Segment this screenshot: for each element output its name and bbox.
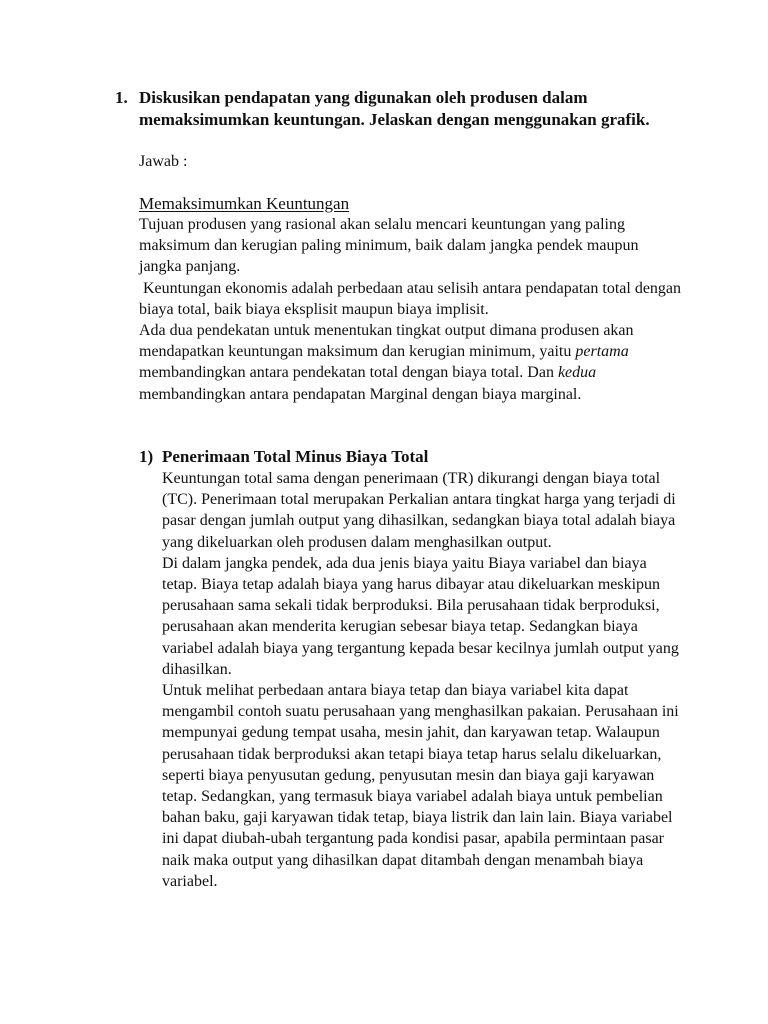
pertama-emphasis: pertama <box>575 343 629 361</box>
intro-paragraph-3 <box>139 320 684 405</box>
kedua-emphasis: kedua <box>557 364 597 382</box>
intro-paragraph-1: Tujuan produsen yang rasional akan selalu mencari keuntungan yang paling maksimum dan kerugian paling minimum, baik dalam jangka pendek maupun jangka panjang. <box>139 216 639 276</box>
intro-paragraph-3-part-c: membandingkan antara pendapatan Marginal dengan biaya marginal. <box>139 385 582 403</box>
intro-text <box>139 214 684 405</box>
intro-paragraph-3-part-a: Ada dua pendekatan untuk menentukan tingkat output dimana produsen akan mendapatkan keuntungan maksimum dan kerugian minimum, yaitu <box>139 322 634 361</box>
subsection-title: Penerimaan Total Minus Biaya Total <box>162 447 429 466</box>
intro-paragraph-3-part-b: membandingkan antara pendekatan total dengan biaya total. Dan <box>139 364 558 382</box>
section-title: Memaksimumkan Keuntungan <box>139 194 350 213</box>
question-text: Diskusikan pendapatan yang digunakan oleh produsen dalam memaksimumkan keuntungan. Jelaskan dengan menggunakan grafik. <box>139 88 650 129</box>
subsection-number: 1) <box>139 447 154 466</box>
subsection-body <box>162 468 682 892</box>
question-number: 1. <box>115 88 128 107</box>
body-paragraph-1: Keuntungan total sama dengan penerimaan (TR) dikurangi dengan biaya total (TC). Penerimaan total merupakan Perkalian antara tingkat harga yang terjadi di pasar dengan jumlah output yang dihasilkan, sedangkan biaya total adalah biaya yang dikeluarkan oleh produsen dalam menghasilkan output. <box>162 470 676 551</box>
intro-paragraph-2: Keuntungan ekonomis adalah perbedaan atau selisih antara pendapatan total dengan biaya total, baik biaya eksplisit maupun biaya implisit. <box>139 279 686 318</box>
answer-label: Jawab : <box>139 153 188 170</box>
body-paragraph-2: Di dalam jangka pendek, ada dua jenis biaya yaitu Biaya variabel dan biaya tetap. Biaya tetap adalah biaya yang harus dibayar atau dikeluarkan meskipun perusahaan sama sekali tidak berproduksi. Bila perusahaan tidak berproduksi, perusahaan akan menderita kerugian sebesar biaya tetap. Sedangkan biaya variabel adalah biaya yang tergantung kepada besar kecilnya jumlah output yang dihasilkan. <box>162 554 679 678</box>
body-paragraph-3: Untuk melihat perbedaan antara biaya tetap dan biaya variabel kita dapat mengambil contoh suatu perusahaan yang menghasilkan pakaian. Perusahaan ini mempunyai gedung tempat usaha, mesin jahit, dan karyawan tetap. Walaupun perusahaan tidak berproduksi akan tetapi biaya tetap harus selalu dikeluarkan, seperti biaya penyusutan gedung, penyusutan mesin dan biaya gaji karyawan tetap. Sedangkan, yang termasuk biaya variabel adalah biaya untuk pembelian bahan baku, gaji karyawan tidak tetap, biaya listrik dan lain lain. Biaya variabel ini dapat diubah-ubah tergantung pada kondisi pasar, apabila permintaan pasar naik maka output yang dihasilkan dapat ditambah dengan menambah biaya variabel. <box>162 682 679 890</box>
